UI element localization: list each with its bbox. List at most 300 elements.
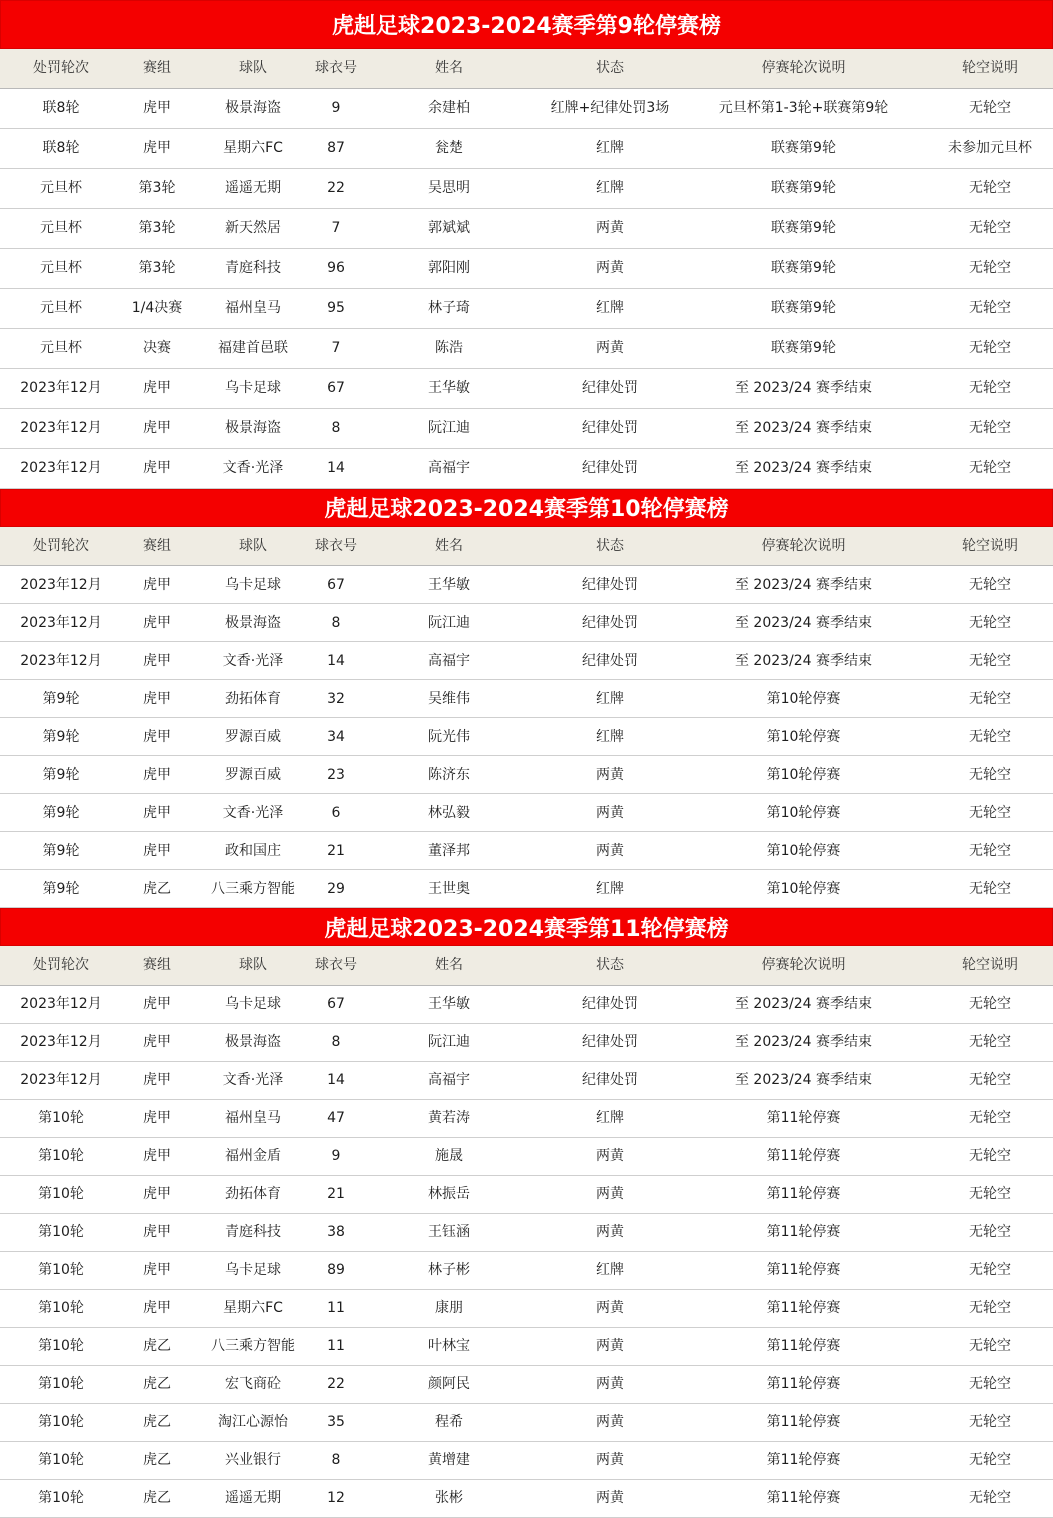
cell-status: 两黄 <box>540 1213 680 1251</box>
cell-group: 虎甲 <box>122 680 192 718</box>
cell-round: 元旦杯 <box>0 168 122 208</box>
cell-number: 38 <box>314 1213 358 1251</box>
cell-team: 宏飞商砼 <box>192 1365 314 1403</box>
cell-name: 阮江迪 <box>358 408 540 448</box>
cell-round: 第10轮 <box>0 1137 122 1175</box>
cell-number: 67 <box>314 985 358 1023</box>
cell-group: 虎甲 <box>122 1251 192 1289</box>
cell-status: 纪律处罚 <box>540 368 680 408</box>
cell-round: 第10轮 <box>0 1289 122 1327</box>
cell-bye-note: 无轮空 <box>927 168 1053 208</box>
cell-number: 22 <box>314 168 358 208</box>
column-header-status: 状态 <box>540 527 680 566</box>
cell-name: 程希 <box>358 1403 540 1441</box>
cell-bye-note: 无轮空 <box>927 1403 1053 1441</box>
cell-ban-note: 至 2023/24 赛季结束 <box>680 1061 927 1099</box>
cell-number: 11 <box>314 1289 358 1327</box>
cell-group: 虎甲 <box>122 1137 192 1175</box>
cell-round: 元旦杯 <box>0 208 122 248</box>
cell-status: 纪律处罚 <box>540 1061 680 1099</box>
cell-status: 两黄 <box>540 1175 680 1213</box>
table-row <box>0 1175 1053 1213</box>
cell-ban-note: 至 2023/24 赛季结束 <box>680 408 927 448</box>
cell-group: 虎甲 <box>122 794 192 832</box>
cell-group: 虎乙 <box>122 1441 192 1479</box>
cell-round: 2023年12月 <box>0 604 122 642</box>
cell-round: 第10轮 <box>0 1213 122 1251</box>
cell-team: 劲拓体育 <box>192 1175 314 1213</box>
cell-name: 林振岳 <box>358 1175 540 1213</box>
cell-status: 红牌 <box>540 718 680 756</box>
cell-number: 35 <box>314 1403 358 1441</box>
cell-ban-note: 元旦杯第1-3轮+联赛第9轮 <box>680 88 927 128</box>
cell-bye-note: 无轮空 <box>927 1365 1053 1403</box>
cell-status: 两黄 <box>540 1327 680 1365</box>
cell-team: 遥遥无期 <box>192 1479 314 1517</box>
column-header-status: 状态 <box>540 946 680 985</box>
cell-ban-note: 至 2023/24 赛季结束 <box>680 604 927 642</box>
table-row <box>0 1251 1053 1289</box>
cell-group: 虎乙 <box>122 1327 192 1365</box>
cell-name: 黄增建 <box>358 1441 540 1479</box>
cell-status: 两黄 <box>540 1479 680 1517</box>
cell-status: 纪律处罚 <box>540 1023 680 1061</box>
table-row <box>0 1061 1053 1099</box>
cell-group: 虎甲 <box>122 1289 192 1327</box>
cell-group: 虎甲 <box>122 566 192 604</box>
cell-name: 王华敏 <box>358 566 540 604</box>
cell-status: 红牌 <box>540 128 680 168</box>
table-row <box>0 1213 1053 1251</box>
cell-status: 红牌 <box>540 1099 680 1137</box>
column-header-name: 姓名 <box>358 946 540 985</box>
cell-round: 第10轮 <box>0 1365 122 1403</box>
cell-bye-note: 无轮空 <box>927 1327 1053 1365</box>
cell-status: 纪律处罚 <box>540 448 680 488</box>
cell-ban-note: 至 2023/24 赛季结束 <box>680 1023 927 1061</box>
cell-round: 2023年12月 <box>0 566 122 604</box>
cell-bye-note: 无轮空 <box>927 248 1053 288</box>
cell-name: 董泽邦 <box>358 832 540 870</box>
cell-team: 青庭科技 <box>192 248 314 288</box>
cell-status: 两黄 <box>540 328 680 368</box>
cell-bye-note: 无轮空 <box>927 1479 1053 1517</box>
cell-bye-note: 无轮空 <box>927 1289 1053 1327</box>
table-row <box>0 985 1053 1023</box>
cell-bye-note: 无轮空 <box>927 1023 1053 1061</box>
cell-name: 王钰涵 <box>358 1213 540 1251</box>
cell-group: 虎甲 <box>122 128 192 168</box>
column-header-group: 赛组 <box>122 49 192 88</box>
cell-status: 纪律处罚 <box>540 408 680 448</box>
column-header-group: 赛组 <box>122 527 192 566</box>
column-header-number: 球衣号 <box>314 527 358 566</box>
cell-round: 第10轮 <box>0 1327 122 1365</box>
cell-group: 虎甲 <box>122 642 192 680</box>
cell-ban-note: 联赛第9轮 <box>680 328 927 368</box>
cell-ban-note: 联赛第9轮 <box>680 128 927 168</box>
cell-ban-note: 第11轮停赛 <box>680 1403 927 1441</box>
column-header-name: 姓名 <box>358 49 540 88</box>
cell-number: 8 <box>314 408 358 448</box>
cell-bye-note: 无轮空 <box>927 985 1053 1023</box>
cell-status: 红牌+纪律处罚3场 <box>540 88 680 128</box>
cell-group: 虎甲 <box>122 1175 192 1213</box>
cell-name: 瓮楚 <box>358 128 540 168</box>
cell-name: 林子琦 <box>358 288 540 328</box>
column-header-status: 状态 <box>540 49 680 88</box>
suspension-section <box>0 489 1053 909</box>
cell-name: 林子彬 <box>358 1251 540 1289</box>
cell-round: 2023年12月 <box>0 1023 122 1061</box>
cell-group: 虎甲 <box>122 88 192 128</box>
cell-round: 元旦杯 <box>0 328 122 368</box>
table-row <box>0 368 1053 408</box>
cell-bye-note: 无轮空 <box>927 368 1053 408</box>
cell-round: 第10轮 <box>0 1479 122 1517</box>
table-row <box>0 718 1053 756</box>
section-title: 虎赳足球2023-2024赛季第11轮停赛榜 <box>0 908 1053 946</box>
cell-ban-note: 第10轮停赛 <box>680 832 927 870</box>
cell-ban-note: 至 2023/24 赛季结束 <box>680 566 927 604</box>
section-title: 虎赳足球2023-2024赛季第10轮停赛榜 <box>0 489 1053 527</box>
cell-group: 1/4决赛 <box>122 288 192 328</box>
cell-round: 第10轮 <box>0 1403 122 1441</box>
cell-ban-note: 第10轮停赛 <box>680 794 927 832</box>
column-header-team: 球队 <box>192 946 314 985</box>
cell-ban-note: 第10轮停赛 <box>680 718 927 756</box>
cell-status: 两黄 <box>540 1403 680 1441</box>
cell-number: 9 <box>314 1137 358 1175</box>
cell-round: 2023年12月 <box>0 642 122 680</box>
cell-name: 高福宇 <box>358 642 540 680</box>
cell-status: 纪律处罚 <box>540 985 680 1023</box>
cell-group: 虎甲 <box>122 985 192 1023</box>
cell-name: 郭斌斌 <box>358 208 540 248</box>
cell-bye-note: 无轮空 <box>927 604 1053 642</box>
cell-bye-note: 无轮空 <box>927 718 1053 756</box>
cell-ban-note: 第10轮停赛 <box>680 680 927 718</box>
cell-group: 决赛 <box>122 328 192 368</box>
table-row <box>0 680 1053 718</box>
cell-round: 第10轮 <box>0 1099 122 1137</box>
cell-name: 张彬 <box>358 1479 540 1517</box>
cell-number: 67 <box>314 368 358 408</box>
column-header-ban-note: 停赛轮次说明 <box>680 946 927 985</box>
suspension-table <box>0 946 1053 1518</box>
cell-number: 87 <box>314 128 358 168</box>
cell-round: 第9轮 <box>0 718 122 756</box>
cell-group: 第3轮 <box>122 168 192 208</box>
cell-number: 95 <box>314 288 358 328</box>
cell-number: 21 <box>314 1175 358 1213</box>
cell-status: 红牌 <box>540 288 680 328</box>
suspension-table <box>0 49 1053 489</box>
table-row <box>0 1365 1053 1403</box>
cell-group: 虎甲 <box>122 1061 192 1099</box>
column-header-number: 球衣号 <box>314 49 358 88</box>
cell-round: 第9轮 <box>0 870 122 908</box>
cell-bye-note: 无轮空 <box>927 288 1053 328</box>
cell-status: 纪律处罚 <box>540 566 680 604</box>
cell-bye-note: 无轮空 <box>927 88 1053 128</box>
cell-team: 青庭科技 <box>192 1213 314 1251</box>
cell-status: 红牌 <box>540 1251 680 1289</box>
cell-round: 第10轮 <box>0 1441 122 1479</box>
cell-status: 两黄 <box>540 1137 680 1175</box>
cell-round: 第9轮 <box>0 680 122 718</box>
table-row <box>0 1099 1053 1137</box>
table-row <box>0 832 1053 870</box>
section-title: 虎赳足球2023-2024赛季第9轮停赛榜 <box>0 0 1053 49</box>
table-row <box>0 604 1053 642</box>
column-header-name: 姓名 <box>358 527 540 566</box>
cell-team: 星期六FC <box>192 128 314 168</box>
cell-group: 虎甲 <box>122 448 192 488</box>
cell-team: 文香·光泽 <box>192 448 314 488</box>
column-header-round: 处罚轮次 <box>0 49 122 88</box>
cell-group: 虎甲 <box>122 718 192 756</box>
cell-number: 34 <box>314 718 358 756</box>
table-row <box>0 756 1053 794</box>
cell-name: 林弘毅 <box>358 794 540 832</box>
cell-name: 高福宇 <box>358 1061 540 1099</box>
cell-name: 余建柏 <box>358 88 540 128</box>
cell-ban-note: 第11轮停赛 <box>680 1441 927 1479</box>
table-row <box>0 208 1053 248</box>
cell-name: 陈浩 <box>358 328 540 368</box>
cell-name: 阮江迪 <box>358 604 540 642</box>
cell-team: 极景海盗 <box>192 88 314 128</box>
cell-group: 虎甲 <box>122 832 192 870</box>
cell-number: 9 <box>314 88 358 128</box>
cell-ban-note: 至 2023/24 赛季结束 <box>680 985 927 1023</box>
table-row <box>0 168 1053 208</box>
cell-bye-note: 无轮空 <box>927 1251 1053 1289</box>
cell-ban-note: 第11轮停赛 <box>680 1137 927 1175</box>
cell-team: 文香·光泽 <box>192 794 314 832</box>
column-header-team: 球队 <box>192 527 314 566</box>
cell-status: 两黄 <box>540 1365 680 1403</box>
cell-team: 乌卡足球 <box>192 566 314 604</box>
cell-status: 两黄 <box>540 208 680 248</box>
cell-group: 虎甲 <box>122 408 192 448</box>
cell-team: 极景海盗 <box>192 1023 314 1061</box>
cell-name: 郭阳刚 <box>358 248 540 288</box>
cell-team: 极景海盗 <box>192 604 314 642</box>
cell-bye-note: 无轮空 <box>927 1213 1053 1251</box>
cell-group: 第3轮 <box>122 248 192 288</box>
table-row <box>0 794 1053 832</box>
cell-status: 两黄 <box>540 248 680 288</box>
cell-ban-note: 联赛第9轮 <box>680 288 927 328</box>
cell-group: 虎乙 <box>122 1403 192 1441</box>
column-header-bye-note: 轮空说明 <box>927 527 1053 566</box>
cell-number: 29 <box>314 870 358 908</box>
cell-bye-note: 无轮空 <box>927 566 1053 604</box>
cell-group: 虎甲 <box>122 1099 192 1137</box>
cell-round: 元旦杯 <box>0 288 122 328</box>
table-row <box>0 448 1053 488</box>
cell-bye-note: 无轮空 <box>927 1137 1053 1175</box>
table-row <box>0 128 1053 168</box>
cell-number: 12 <box>314 1479 358 1517</box>
column-header-group: 赛组 <box>122 946 192 985</box>
cell-name: 施晟 <box>358 1137 540 1175</box>
cell-status: 两黄 <box>540 1441 680 1479</box>
cell-status: 红牌 <box>540 870 680 908</box>
cell-number: 96 <box>314 248 358 288</box>
cell-number: 8 <box>314 604 358 642</box>
cell-ban-note: 第10轮停赛 <box>680 756 927 794</box>
table-row <box>0 248 1053 288</box>
cell-bye-note: 无轮空 <box>927 1061 1053 1099</box>
cell-bye-note: 无轮空 <box>927 328 1053 368</box>
cell-team: 新天然居 <box>192 208 314 248</box>
table-row <box>0 288 1053 328</box>
cell-team: 福建首邑联 <box>192 328 314 368</box>
cell-ban-note: 第11轮停赛 <box>680 1213 927 1251</box>
cell-number: 11 <box>314 1327 358 1365</box>
cell-team: 罗源百威 <box>192 718 314 756</box>
cell-ban-note: 第11轮停赛 <box>680 1099 927 1137</box>
cell-name: 阮江迪 <box>358 1023 540 1061</box>
cell-group: 虎甲 <box>122 1023 192 1061</box>
cell-ban-note: 第10轮停赛 <box>680 870 927 908</box>
table-row <box>0 1403 1053 1441</box>
table-row <box>0 1327 1053 1365</box>
cell-round: 2023年12月 <box>0 448 122 488</box>
table-header-row <box>0 527 1053 566</box>
cell-team: 八三乘方智能 <box>192 870 314 908</box>
cell-name: 颜阿民 <box>358 1365 540 1403</box>
cell-status: 两黄 <box>540 1289 680 1327</box>
suspension-section <box>0 908 1053 1518</box>
cell-team: 淘江心源怡 <box>192 1403 314 1441</box>
cell-team: 乌卡足球 <box>192 1251 314 1289</box>
column-header-team: 球队 <box>192 49 314 88</box>
cell-number: 8 <box>314 1441 358 1479</box>
table-row <box>0 1137 1053 1175</box>
cell-status: 红牌 <box>540 168 680 208</box>
column-header-number: 球衣号 <box>314 946 358 985</box>
cell-ban-note: 联赛第9轮 <box>680 168 927 208</box>
cell-name: 阮光伟 <box>358 718 540 756</box>
cell-team: 文香·光泽 <box>192 642 314 680</box>
cell-group: 虎乙 <box>122 1479 192 1517</box>
cell-round: 联8轮 <box>0 128 122 168</box>
cell-name: 吴思明 <box>358 168 540 208</box>
table-row <box>0 1441 1053 1479</box>
cell-number: 14 <box>314 1061 358 1099</box>
cell-bye-note: 无轮空 <box>927 832 1053 870</box>
cell-bye-note: 无轮空 <box>927 642 1053 680</box>
cell-name: 康朋 <box>358 1289 540 1327</box>
table-row <box>0 642 1053 680</box>
cell-ban-note: 第11轮停赛 <box>680 1289 927 1327</box>
cell-status: 红牌 <box>540 680 680 718</box>
cell-name: 王华敏 <box>358 368 540 408</box>
cell-ban-note: 联赛第9轮 <box>680 248 927 288</box>
cell-number: 21 <box>314 832 358 870</box>
cell-name: 黄若涛 <box>358 1099 540 1137</box>
cell-group: 虎甲 <box>122 368 192 408</box>
cell-number: 89 <box>314 1251 358 1289</box>
cell-ban-note: 第11轮停赛 <box>680 1327 927 1365</box>
cell-bye-note: 无轮空 <box>927 1441 1053 1479</box>
cell-team: 极景海盗 <box>192 408 314 448</box>
cell-team: 政和国庄 <box>192 832 314 870</box>
table-row <box>0 1479 1053 1517</box>
cell-name: 吴维伟 <box>358 680 540 718</box>
cell-bye-note: 未参加元旦杯 <box>927 128 1053 168</box>
cell-round: 第9轮 <box>0 832 122 870</box>
cell-number: 23 <box>314 756 358 794</box>
cell-number: 8 <box>314 1023 358 1061</box>
cell-team: 星期六FC <box>192 1289 314 1327</box>
table-row <box>0 870 1053 908</box>
cell-group: 第3轮 <box>122 208 192 248</box>
cell-bye-note: 无轮空 <box>927 1099 1053 1137</box>
cell-group: 虎甲 <box>122 1213 192 1251</box>
cell-group: 虎甲 <box>122 604 192 642</box>
table-row <box>0 566 1053 604</box>
cell-round: 2023年12月 <box>0 368 122 408</box>
cell-number: 14 <box>314 448 358 488</box>
cell-round: 第10轮 <box>0 1175 122 1213</box>
cell-team: 劲拓体育 <box>192 680 314 718</box>
cell-team: 福州皇马 <box>192 1099 314 1137</box>
cell-group: 虎乙 <box>122 1365 192 1403</box>
cell-ban-note: 至 2023/24 赛季结束 <box>680 368 927 408</box>
cell-round: 2023年12月 <box>0 408 122 448</box>
column-header-round: 处罚轮次 <box>0 527 122 566</box>
suspension-section <box>0 0 1053 489</box>
cell-team: 福州皇马 <box>192 288 314 328</box>
cell-team: 文香·光泽 <box>192 1061 314 1099</box>
cell-team: 福州金盾 <box>192 1137 314 1175</box>
cell-team: 遥遥无期 <box>192 168 314 208</box>
table-header-row <box>0 49 1053 88</box>
cell-bye-note: 无轮空 <box>927 756 1053 794</box>
cell-ban-note: 第11轮停赛 <box>680 1175 927 1213</box>
cell-status: 两黄 <box>540 794 680 832</box>
table-row <box>0 1023 1053 1061</box>
cell-name: 高福宇 <box>358 448 540 488</box>
cell-bye-note: 无轮空 <box>927 448 1053 488</box>
cell-ban-note: 第11轮停赛 <box>680 1479 927 1517</box>
cell-team: 八三乘方智能 <box>192 1327 314 1365</box>
table-row <box>0 1289 1053 1327</box>
table-row <box>0 408 1053 448</box>
cell-number: 6 <box>314 794 358 832</box>
cell-ban-note: 第11轮停赛 <box>680 1365 927 1403</box>
cell-bye-note: 无轮空 <box>927 794 1053 832</box>
cell-group: 虎乙 <box>122 870 192 908</box>
cell-number: 67 <box>314 566 358 604</box>
column-header-ban-note: 停赛轮次说明 <box>680 49 927 88</box>
cell-round: 2023年12月 <box>0 1061 122 1099</box>
table-header-row <box>0 946 1053 985</box>
cell-number: 32 <box>314 680 358 718</box>
cell-round: 元旦杯 <box>0 248 122 288</box>
table-row <box>0 328 1053 368</box>
cell-number: 47 <box>314 1099 358 1137</box>
cell-ban-note: 至 2023/24 赛季结束 <box>680 448 927 488</box>
cell-team: 罗源百威 <box>192 756 314 794</box>
cell-ban-note: 联赛第9轮 <box>680 208 927 248</box>
cell-name: 陈济东 <box>358 756 540 794</box>
